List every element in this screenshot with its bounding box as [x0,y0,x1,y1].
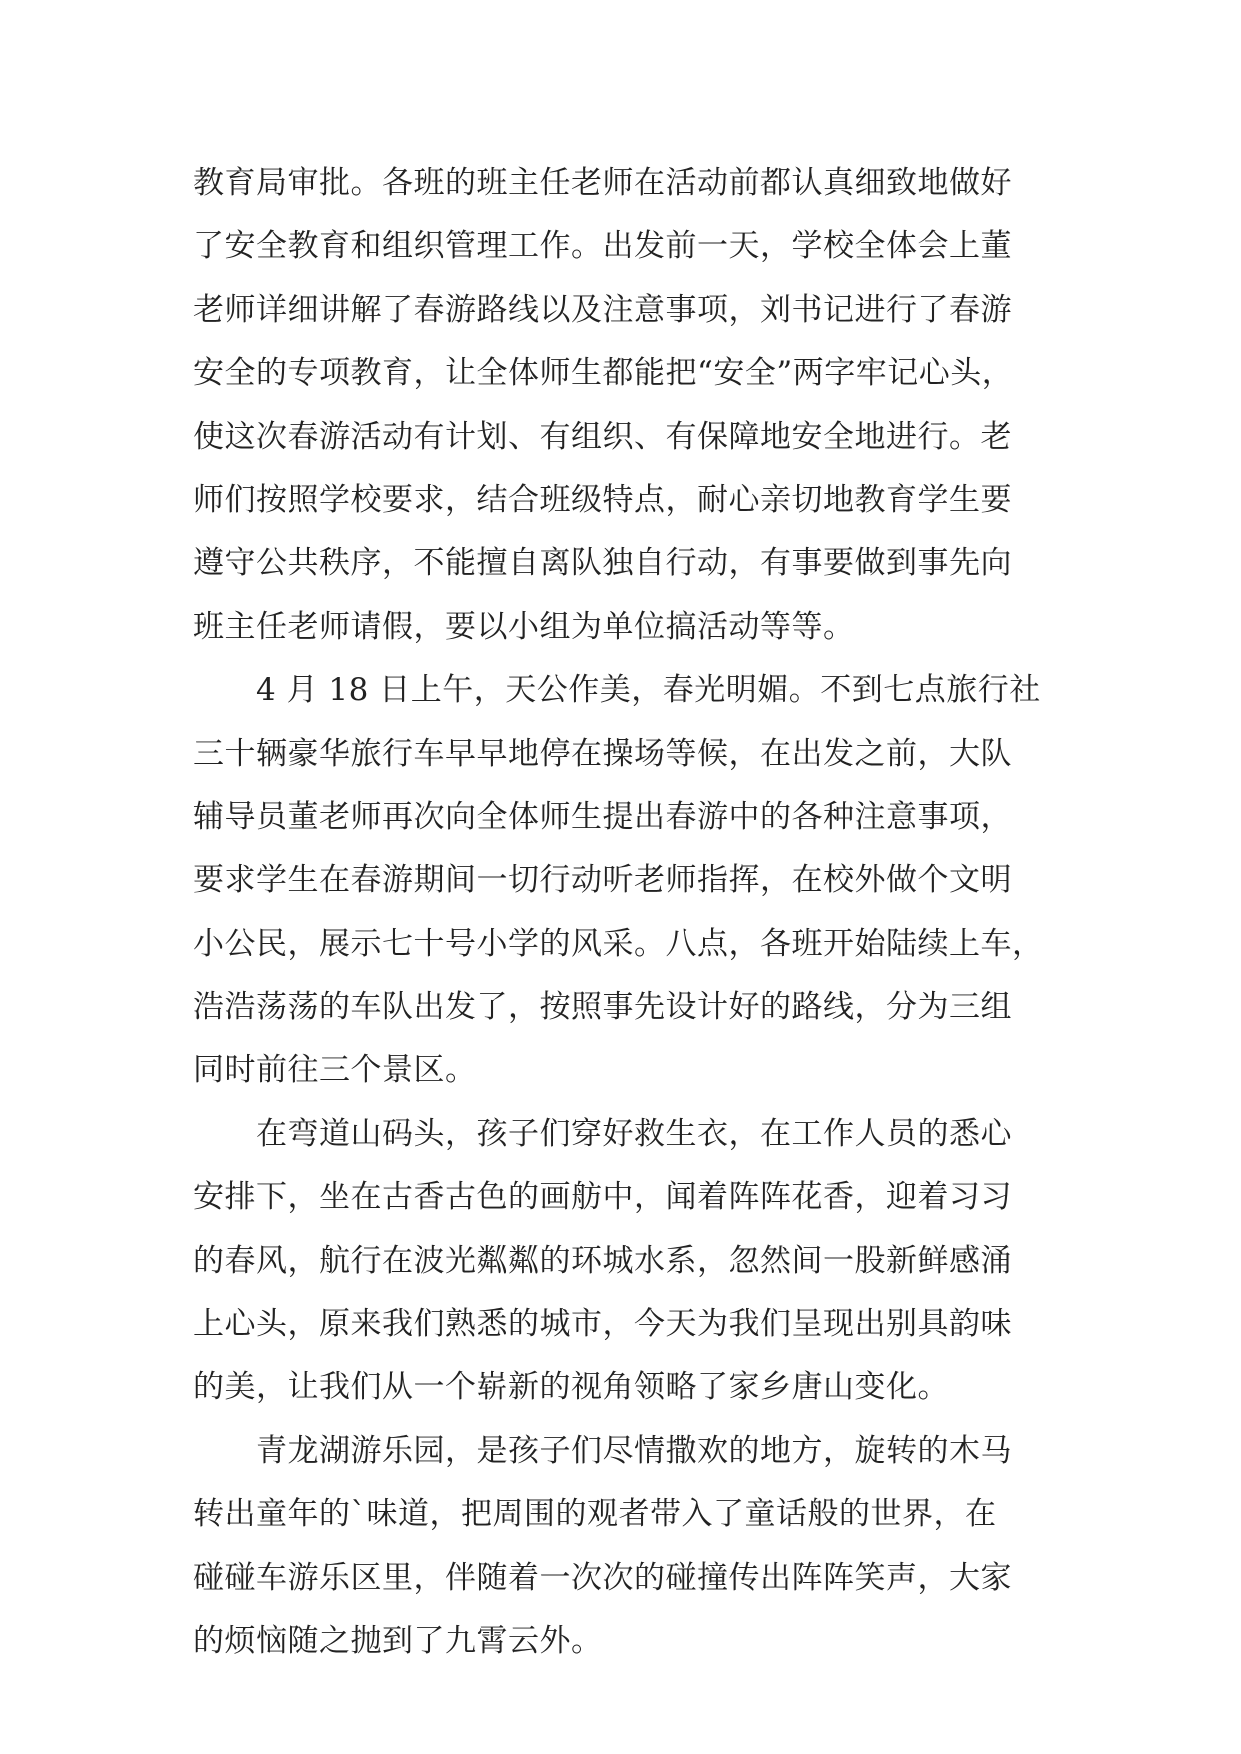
body-text [193,152,1073,1673]
paragraph-1 [193,152,1073,659]
text-line: 遵守公共秩序，不能擅自离队独自行动，有事要做到事先向 [193,545,1012,582]
text-line: 了安全教育和组织管理工作。出发前一天，学校全体会上董 [193,228,1012,265]
text-line: 师们按照学校要求，结合班级特点，耐心亲切地教育学生要 [193,481,1012,518]
text-line: 的春风，航行在波光粼粼的环城水系，忽然间一股新鲜感涌 [193,1242,1012,1279]
text-line: 班主任老师请假，要以小组为单位搞活动等等。 [193,608,855,645]
text-line: 教育局审批。各班的班主任老师在活动前都认真细致地做好 [193,165,1012,201]
text-line: 安全的专项教育，让全体师生都能把“安全”两字牢记心头， [193,355,1014,392]
text-line: 浩浩荡荡的车队出发了，按照事先设计好的路线，分为三组 [193,989,1012,1026]
text-line: 三十辆豪华旅行车早早地停在操场等候，在出发之前，大队 [193,735,1012,772]
text-line: 要求学生在春游期间一切行动听老师指挥，在校外做个文明 [193,862,1012,899]
text-line: 4 月 18 日上午，天公作美，春光明媚。不到七点旅行社 [193,672,1041,709]
text-line: 转出童年的`味道，把周围的观者带入了童话般的世界，在 [193,1496,997,1533]
paragraph-2 [193,659,1073,1103]
text-line: 在弯道山码头，孩子们穿好救生衣，在工作人员的悉心 [193,1115,1012,1152]
text-line: 的美，让我们从一个崭新的视角领略了家乡唐山变化。 [193,1369,949,1406]
text-line: 碰碰车游乐区里，伴随着一次次的碰撞传出阵阵笑声，大家 [193,1559,1012,1596]
text-line: 使这次春游活动有计划、有组织、有保障地安全地进行。老 [193,418,1012,455]
text-line: 同时前往三个景区。 [193,1052,477,1089]
text-line: 老师详细讲解了春游路线以及注意事项，刘书记进行了春游 [193,291,1012,328]
text-line: 的烦恼随之抛到了九霄云外。 [193,1622,603,1659]
text-line: 青龙湖游乐园，是孩子们尽情撒欢的地方，旋转的木马 [193,1432,1012,1469]
text-line: 小公民，展示七十号小学的风采。八点，各班开始陆续上车， [193,925,1044,962]
paragraph-4 [193,1420,1073,1674]
text-line: 辅导员董老师再次向全体师生提出春游中的各种注意事项， [193,798,1012,835]
paragraph-3 [193,1103,1073,1420]
text-line: 上心头，原来我们熟悉的城市，今天为我们呈现出别具韵味 [193,1306,1012,1343]
text-line: 安排下，坐在古香古色的画舫中，闻着阵阵花香，迎着习习 [193,1179,1012,1216]
